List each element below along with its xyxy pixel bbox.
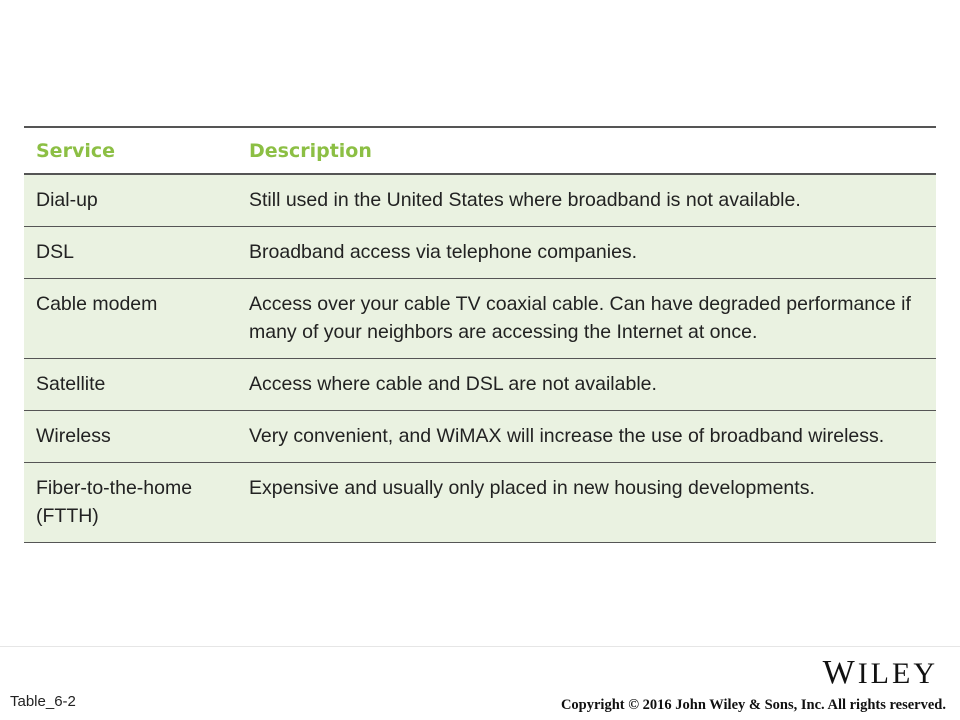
service-cell: Dial-up [36,189,98,211]
table-row [24,174,936,227]
service-cell: Cable modem [36,293,158,315]
service-cell: DSL [36,241,74,263]
table-row [24,463,936,543]
slide-label: Table_6-2 [10,693,76,710]
service-cell: Wireless [36,425,111,447]
description-cell: Still used in the United States where broadband is not available. [249,189,801,211]
description-cell: Access where cable and DSL are not available. [249,373,657,395]
wiley-logo-rest: ILEY [857,657,938,690]
description-cell: Very convenient, and WiMAX will increase the use of broadband wireless. [249,425,885,447]
table-row [24,411,936,463]
wiley-logo-initial: W [822,654,858,691]
description-cell: Expensive and usually only placed in new housing developments. [249,477,815,499]
description-cell: Broadband access via telephone companies. [249,241,638,263]
wiley-logo [823,656,938,691]
footer-divider [0,646,960,647]
service-cell: Satellite [36,373,106,395]
table-header-row [24,127,936,174]
table-row [24,359,936,411]
copyright-notice: Copyright © 2016 John Wiley & Sons, Inc. All rights reserved. [560,697,946,713]
table-row [24,227,936,279]
description-cell: Access over your cable TV coaxial cable. Can have degraded performance if many of your neighbors are accessing the Internet at once. [249,293,911,343]
column-header-service: Service [24,127,237,174]
internet-services-table [24,126,936,543]
service-cell: Fiber-to-the-home (FTTH) [36,477,193,527]
services-table-container [24,126,936,543]
column-header-description: Description [237,127,936,174]
table-row [24,279,936,359]
